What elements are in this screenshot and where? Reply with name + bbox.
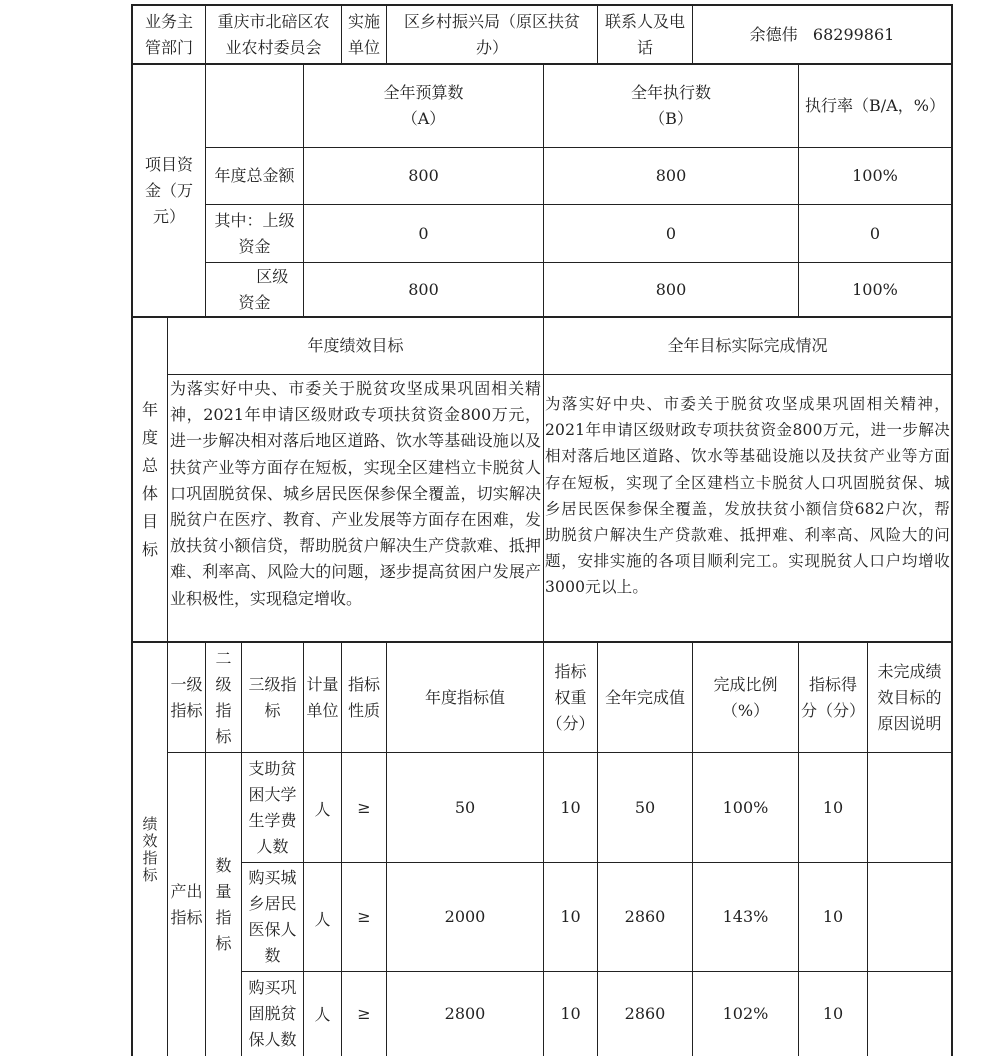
indicator-completed: 50 xyxy=(634,797,656,817)
goals-section-label: 年 度 总 体 目 标 xyxy=(141,399,158,559)
funds-row-label: 年度总金额 xyxy=(214,166,295,185)
indicator-reason xyxy=(868,863,951,971)
header-completed: 全年完成值 xyxy=(604,687,685,707)
funds-row-label: 区级 资金 xyxy=(238,266,289,312)
funds-row-exec: 800 xyxy=(655,166,687,185)
indicator-score: 10 xyxy=(822,1004,844,1023)
table-border-right xyxy=(951,4,953,1056)
indicator-weight: 10 xyxy=(560,1004,581,1023)
goals-actual-text: 为落实好中央、市委关于脱贫攻坚成果巩固相关精神，2021年申请区级财政专项扶贫资金800万元，进一步解决相对落后地区道路、饮水等基础设施以及扶贫产业等方面存在短板，实现了全区建档立卡脱贫人口巩固脱贫保、城乡居民医保参保全覆盖，发放扶贫小额信贷682户次，帮助脱贫户解决生产贷款难、抵押难、利率高、风险大的问题，安排实施的各项目顺利完工。实现脱贫人口户均增收3000元以上。 xyxy=(545,395,950,597)
funds-col-rate: 执行率（B/A，%） xyxy=(805,96,945,115)
indicator-reason xyxy=(868,972,951,1056)
indicator-name: 购买城 乡居民 医保人 数 xyxy=(248,868,297,965)
funds-row-exec: 0 xyxy=(665,223,677,243)
goals-col-actual: 全年目标实际完成情况 xyxy=(667,336,828,355)
level1-value: 产出 指标 xyxy=(170,881,203,927)
header-level3: 三级指 标 xyxy=(248,674,297,720)
indicator-name: 支助贫 困大学 生学费 人数 xyxy=(248,758,297,856)
goals-target-text: 为落实好中央、市委关于脱贫攻坚成果巩固相关精神，2021年申请区级财政专项扶贫资金800万元，进一步解决相对落后地区道路、饮水等基础设施以及扶贫产业等方面存在短板，实现全区建档立卡脱贫人口巩固脱贫保、城乡居民医保参保全覆盖，切实解决脱贫户在医疗、教育、产业发展等方面存在困难，发放扶贫小额信贷，帮助脱贫户解决生产贷款难、抵押难、利率高、风险大的问题，逐步提高贫困户发展产业积极性，实现稳定增收。 xyxy=(170,379,541,608)
indicator-nature: ≥ xyxy=(357,907,371,926)
header-weight: 指标 权重 （分） xyxy=(546,661,595,733)
funds-row-budget: 800 xyxy=(408,166,439,185)
funds-row-budget: 800 xyxy=(408,279,439,299)
header-reason: 未完成绩 效目标的 原因说明 xyxy=(877,661,942,733)
indicator-unit: 人 xyxy=(314,910,331,929)
funds-row-exec: 800 xyxy=(655,279,687,299)
funds-row-label: 其中：上级 资金 xyxy=(214,210,295,256)
funds-row-rate: 0 xyxy=(869,223,881,243)
indicator-annual: 50 xyxy=(454,797,476,817)
header-nature: 指标 性质 xyxy=(347,674,380,720)
impl-label: 实施 单位 xyxy=(347,11,380,57)
indicator-unit: 人 xyxy=(314,800,331,819)
header-score: 指标得 分（分） xyxy=(801,674,866,720)
indicator-completed: 2860 xyxy=(624,1004,666,1023)
indicator-annual: 2800 xyxy=(444,1004,486,1023)
funds-section-label: 项目资 金（万 元） xyxy=(144,154,193,226)
dept-value: 重庆市北碚区农 业农村委员会 xyxy=(217,11,330,57)
hline xyxy=(167,374,953,375)
indicator-ratio: 102% xyxy=(722,1004,769,1023)
contact-value: 余德伟 68299861 xyxy=(749,24,895,44)
indicator-score: 10 xyxy=(822,797,844,817)
header-level1: 一级 指标 xyxy=(170,674,203,720)
indicator-nature: ≥ xyxy=(357,797,371,817)
indicator-weight: 10 xyxy=(560,907,581,926)
impl-value: 区乡村振兴局（原区扶贫 办） xyxy=(403,11,580,57)
contact-label: 联系人及电 话 xyxy=(604,11,685,57)
header-annual-value: 年度指标值 xyxy=(424,687,505,707)
header-level2: 二 级 指 标 xyxy=(215,648,232,746)
header-ratio: 完成比例 （%） xyxy=(713,674,778,720)
indicator-ratio: 143% xyxy=(722,907,769,926)
indicator-completed: 2860 xyxy=(624,907,666,926)
funds-row-rate: 100% xyxy=(852,166,898,185)
indicator-score: 10 xyxy=(822,907,844,926)
indicator-annual: 2000 xyxy=(444,907,486,926)
funds-row-rate: 100% xyxy=(852,279,898,299)
dept-label: 业务主 管部门 xyxy=(144,11,193,57)
indicator-section-label: 绩 效 指 标 xyxy=(142,814,158,884)
indicator-nature: ≥ xyxy=(357,1004,371,1023)
level2-value: 数 量 指 标 xyxy=(215,855,232,953)
indicator-ratio: 100% xyxy=(722,797,769,817)
indicator-unit: 人 xyxy=(314,1005,331,1024)
indicator-weight: 10 xyxy=(560,797,581,817)
indicator-name: 购买巩 固脱贫 保人数 xyxy=(248,978,297,1049)
goals-col-target: 年度绩效目标 xyxy=(307,336,404,355)
indicator-reason xyxy=(868,753,951,862)
funds-col-budget: 全年预算数 （A） xyxy=(383,83,464,128)
header-unit: 计量 单位 xyxy=(306,674,339,720)
funds-row-budget: 0 xyxy=(418,223,429,243)
funds-col-exec: 全年执行数 （B） xyxy=(630,83,711,128)
